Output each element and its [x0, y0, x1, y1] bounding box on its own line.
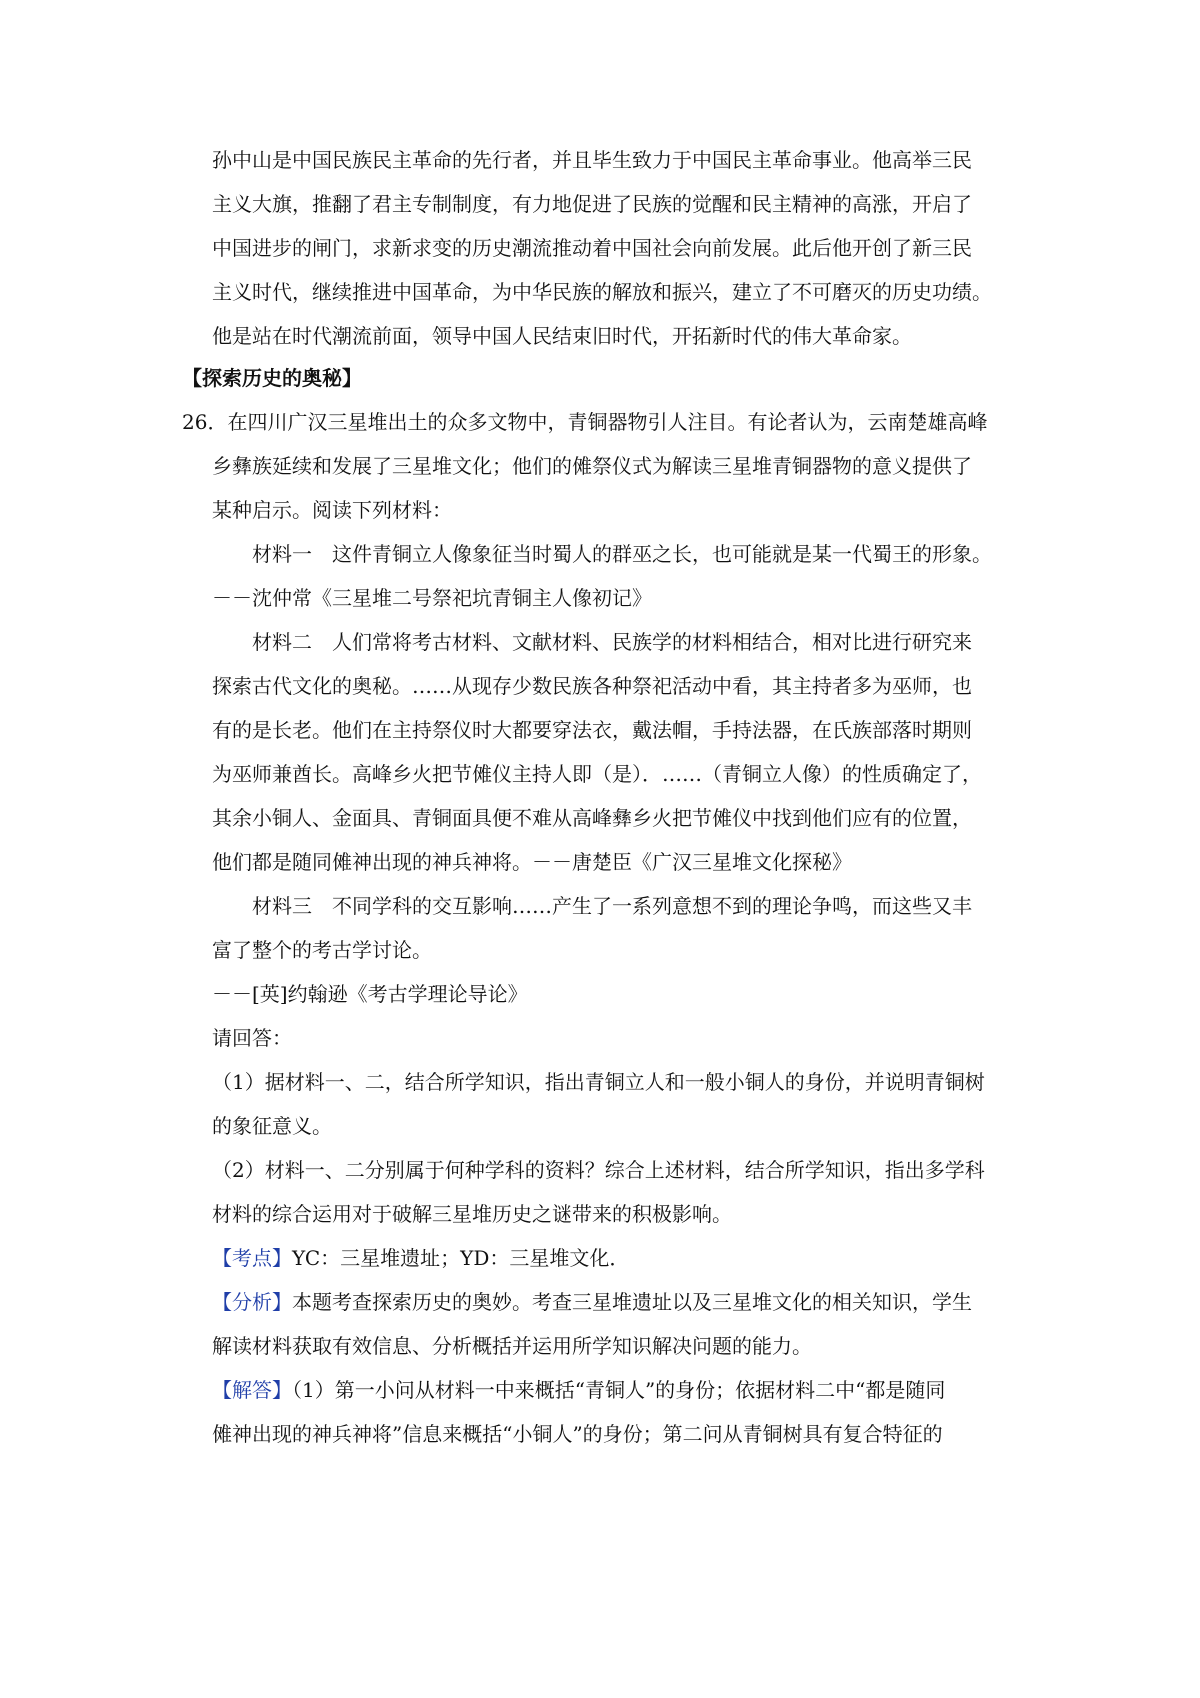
material-one: 材料一 这件青铜立人像象征当时蜀人的群巫之长，也可能就是某一代蜀王的形象。 — [252, 542, 992, 566]
fenxi-text: 本题考查探索历史的奥妙。考查三星堆遗址以及三星堆文化的相关知识，学生 — [292, 1290, 972, 1314]
jieda-line: 傩神出现的神兵神将”信息来概括“小铜人”的身份；第二问从青铜树具有复合特征的 — [212, 1422, 943, 1446]
material-two-line: 为巫师兼酋长。高峰乡火把节傩仪主持人即（是）．……（青铜立人像）的性质确定了， — [212, 762, 982, 786]
intro-line: 孙中山是中国民族民主革命的先行者，并且毕生致力于中国民主革命事业。他高举三民 — [212, 148, 972, 172]
question-text: 在四川广汉三星堆出土的众多文物中，青铜器物引人注目。有论者认为，云南楚雄高峰 — [227, 410, 988, 434]
kaodian-tag: 【考点】 — [212, 1246, 292, 1270]
fenxi-tag: 【分析】 — [212, 1290, 292, 1314]
material-two-line: 他们都是随同傩神出现的神兵神将。－－唐楚臣《广汉三星堆文化探秘》 — [212, 850, 852, 874]
material-two-line: 材料二 人们常将考古材料、文献材料、民族学的材料相结合，相对比进行研究来 — [252, 630, 972, 654]
sub-question-two: （2）材料一、二分别属于何种学科的资料？综合上述材料，结合所学知识，指出多学科 — [212, 1158, 985, 1182]
sub-question-one: （1）据材料一、二，结合所学知识，指出青铜立人和一般小铜人的身份，并说明青铜树 — [212, 1070, 985, 1094]
kaodian-line — [212, 1244, 629, 1272]
intro-line: 主义时代，继续推进中国革命，为中华民族的解放和振兴，建立了不可磨灭的历史功绩。 — [212, 280, 992, 304]
material-one-source: －－沈仲常《三星堆二号祭祀坑青铜主人像初记》 — [212, 586, 652, 610]
intro-line: 中国进步的闸门，求新求变的历史潮流推动着中国社会向前发展。此后他开创了新三民 — [212, 236, 972, 260]
fenxi-line: 解读材料获取有效信息、分析概括并运用所学知识解决问题的能力。 — [212, 1334, 812, 1358]
sub-question-two: 材料的综合运用对于破解三星堆历史之谜带来的积极影响。 — [212, 1202, 732, 1226]
material-two-line: 有的是长老。他们在主持祭仪时大都要穿法衣，戴法帽，手持法器，在氏族部落时期则 — [212, 718, 972, 742]
kaodian-text: YC：三星堆遗址；YD：三星堆文化． — [292, 1246, 630, 1270]
question-line — [182, 408, 987, 436]
fenxi-line — [212, 1288, 972, 1316]
material-three-source: －－[英]约翰逊《考古学理论导论》 — [212, 982, 528, 1006]
jieda-text: （1）第一小问从材料一中来概括“青铜人”的身份；依据材料二中“都是随同 — [292, 1378, 946, 1402]
material-two-line: 其余小铜人、金面具、青铜面具便不难从高峰彝乡火把节傩仪中找到他们应有的位置， — [212, 806, 972, 830]
section-title: 【探索历史的奥秘】 — [182, 366, 362, 390]
material-three-line: 富了整个的考古学讨论。 — [212, 938, 432, 962]
jieda-tag: 【解答】 — [212, 1378, 292, 1402]
material-three-line: 材料三 不同学科的交互影响……产生了一系列意想不到的理论争鸣，而这些又丰 — [252, 894, 972, 918]
intro-line: 他是站在时代潮流前面，领导中国人民结束旧时代，开拓新时代的伟大革命家。 — [212, 324, 912, 348]
answer-prompt: 请回答： — [212, 1026, 292, 1050]
sub-question-one: 的象征意义。 — [212, 1114, 332, 1138]
jieda-line — [212, 1376, 945, 1404]
question-line: 乡彝族延续和发展了三星堆文化；他们的傩祭仪式为解读三星堆青铜器物的意义提供了 — [212, 454, 972, 478]
material-two-line: 探索古代文化的奥秘。……从现存少数民族各种祭祀活动中看，其主持者多为巫师，也 — [212, 674, 972, 698]
question-line: 某种启示。阅读下列材料： — [212, 498, 452, 522]
question-number: 26． — [182, 410, 228, 434]
intro-line: 主义大旗，推翻了君主专制制度，有力地促进了民族的觉醒和民主精神的高涨，开启了 — [212, 192, 972, 216]
